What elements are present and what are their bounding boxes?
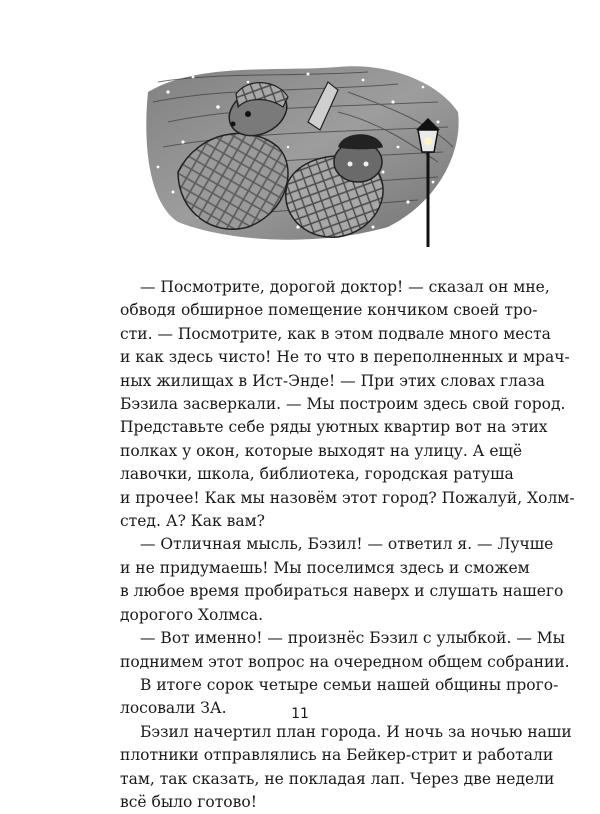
text-line: В итоге сорок четыре семьи нашей общины прого- xyxy=(140,675,559,694)
text-line: поднимем этот вопрос на очередном общем собрании. xyxy=(120,652,570,671)
paragraph xyxy=(120,276,575,533)
paragraph xyxy=(120,721,572,814)
text-line: полках у окон, которые выходят на улицу. А ещё xyxy=(120,441,523,460)
text-line: и прочее! Как мы назовём этот город? Пожалуй, Холм- xyxy=(120,488,575,507)
text-line: сти. — Посмотрите, как в этом подвале много места xyxy=(120,324,551,343)
text-line: плотники отправлялись на Бейкер-стрит и работали xyxy=(120,746,554,765)
text-line: и не придумаешь! Мы поселимся здесь и сможем xyxy=(120,558,530,577)
text-line: в любое время пробираться наверх и слушать нашего xyxy=(120,582,564,601)
paragraph xyxy=(120,627,570,674)
text-line: — Вот именно! — произнёс Бэзил с улыбкой. — Мы xyxy=(140,629,565,648)
paragraph xyxy=(120,533,564,627)
text-line: Представьте себе ряды уютных квартир вот на этих xyxy=(120,418,548,437)
text-line: стед. А? Как вам? xyxy=(120,512,265,531)
text-line: и как здесь чисто! Не то что в переполненных и мрач- xyxy=(120,348,570,367)
text-line: Бэзила засверкали. — Мы построим здесь свой город. xyxy=(120,395,566,414)
chapter-illustration xyxy=(138,52,468,252)
text-line: — Отличная мысль, Бэзил! — ответил я. — Лучше xyxy=(140,535,554,554)
text-line: всё было готово! xyxy=(120,792,257,811)
text-line: дорогого Холмса. xyxy=(120,605,264,624)
body-text xyxy=(120,276,575,814)
text-line: ных жилищах в Ист-Энде! — При этих словах глаза xyxy=(120,371,545,390)
text-line: обводя обширное помещение кончиком своей тро- xyxy=(120,301,538,320)
text-line: лавочки, школа, библиотека, городская ратуша xyxy=(120,465,514,484)
text-line: лосовали ЗА. xyxy=(120,699,227,718)
text-line: Бэзил начертил план города. И ночь за ночью наши xyxy=(140,722,572,741)
text-line: — Посмотрите, дорогой доктор! — сказал он мне, xyxy=(140,278,550,296)
text-line: там, так сказать, не покладая лап. Через две недели xyxy=(120,769,555,788)
page-number: 11 xyxy=(291,706,309,722)
